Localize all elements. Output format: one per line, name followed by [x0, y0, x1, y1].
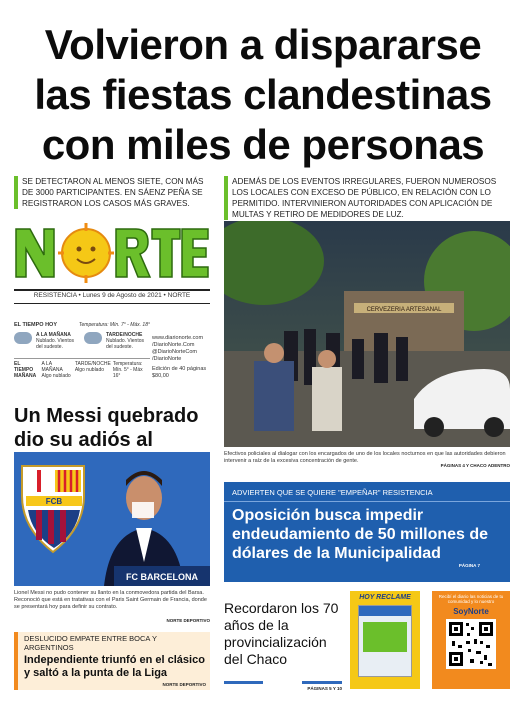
messi-caption: Lionel Messi no pudo contener su llanto en la conmovedora partida del Barsa. Reconoció que está en tratativas con el Paris Saint Germain de Francia, donde se presentará hoy para definir su contrato.	[14, 590, 207, 610]
weather-tomorrow-morning: A LA MAÑANA Algo nublado	[41, 361, 71, 379]
crest-text: FCB	[45, 497, 63, 506]
party-caption: Efectivos policiales al dialogar con los encargados de uno de los locales nocturnos en que las autoridades debieron intervenir a raíz de la excesiva concentración de gente.	[224, 451, 506, 464]
headline-line-2: las fiestas clandestinas	[34, 71, 492, 118]
boca-kicker: DESLUCIDO EMPATE ENTRE BOCA Y ARGENTINOS	[24, 634, 157, 652]
headline-line-1: Volvieron a dispararse	[44, 21, 482, 68]
party-page-ref: PÁGINAS 4 Y CHACO ADENTRO	[440, 463, 510, 468]
weather-tomorrow-temps: Temperatura: Mín. 5° - Máx 16°	[112, 361, 143, 379]
weather-temps: Temperatura: Mín. 7° - Máx. 18°	[78, 322, 150, 328]
party-photo	[224, 221, 510, 447]
qr-ad-text: Recibí el diario las noticias de tu comunidad y lo nuestro	[438, 594, 504, 604]
municipal-headline: Oposición busca impedir endeudamiento de 50 millones de dólares de la Municipalidad	[232, 507, 489, 562]
promo-image	[358, 605, 412, 677]
instagram-link[interactable]: /DiarioNorte	[152, 356, 182, 362]
weather-morning-text: Nublado. Vientos del sudeste.	[36, 338, 74, 350]
deck-right: ADEMÁS DE LOS EVENTOS IRREGULARES, FUERON NUMEROSOS LOS LOCALES CON EXCESO DE PÚBLICO, EN RELACIÓN CON LO PERMITIDO. INTERVINIERON AUTORIDADES CON APLICACIÓN DE MULTAS Y RETIRO DE MEDIDORES DE LUZ.	[224, 176, 510, 220]
municipal-page-ref: PÁGINA 7	[458, 563, 480, 568]
cloud-icon	[84, 332, 102, 344]
price: $80,00	[152, 373, 169, 379]
fc-barcelona-text: FC BARCELONA	[126, 572, 198, 582]
boca-headline: Independiente triunfó en el clásico y saltó a la punta de la Liga	[24, 654, 205, 679]
brewery-sign: CERVEZERIA ARTESANAL	[366, 307, 442, 313]
edition-info: Edición de 40 páginas	[152, 366, 207, 372]
promo-box	[350, 591, 420, 689]
masthead-rule-bottom	[14, 303, 210, 304]
chaco-page-ref: PÁGINAS 5 Y 10	[307, 686, 342, 691]
weather-tomorrow-afternoon: TARDE/NOCHE Algo nublado	[74, 361, 111, 373]
messi-photo	[14, 452, 210, 586]
qr-ad	[432, 591, 510, 689]
headline-line-3: con miles de personas	[41, 121, 485, 168]
chaco-headline: Recordaron los 70 años de la provincialización del Chaco	[224, 600, 339, 667]
weather-afternoon-label: TARDE/NOCHE	[106, 332, 143, 338]
weather-tomorrow-label: EL TIEMPO MAÑANA	[14, 361, 37, 379]
messi-page-ref: NORTE DEPORTIVO	[166, 618, 210, 623]
municipal-box	[224, 482, 510, 582]
weather-morning-label: A LA MAÑANA	[36, 332, 71, 338]
deck-left: SE DETECTARON AL MENOS SIETE, CON MÁS DE 3000 PARTICIPANTES. EN SÁENZ PEÑA SE REGISTRARON LOS CASOS MÁS GRAVES.	[14, 176, 210, 209]
norte-logo	[14, 221, 210, 283]
municipal-kicker: ADVIERTEN QUE SE QUIERE "EMPEÑAR" RESISTENCIA	[224, 482, 510, 502]
info-box	[152, 335, 212, 380]
boca-page-ref: NORTE DEPORTIVO	[162, 682, 206, 687]
twitter-link[interactable]: @DiarioNorteCom	[152, 349, 198, 355]
weather-afternoon-text: Nublado. Vientos del sudeste.	[106, 338, 144, 350]
boca-box	[14, 632, 210, 690]
dateline: RESISTENCIA • Lunes 9 de Agosto de 2021 • NORTE	[33, 292, 191, 299]
chaco-flag-rule	[224, 681, 342, 684]
qr-code[interactable]	[446, 619, 496, 669]
masthead-rule-top	[14, 289, 210, 291]
weather-box	[14, 322, 150, 384]
messi-headline: Un Messi quebrado dio su adiós al	[14, 405, 199, 451]
weather-title: EL TIEMPO HOY	[14, 322, 57, 328]
facebook-link[interactable]: /DiarioNorte.Com	[152, 342, 195, 348]
cloud-icon	[14, 332, 32, 344]
qr-ad-brand: SoyNorte	[453, 607, 489, 616]
site-link[interactable]: www.diarionorte.com	[152, 335, 204, 341]
promo-title: HOY RECLAME	[359, 594, 411, 601]
main-headline	[20, 20, 506, 170]
